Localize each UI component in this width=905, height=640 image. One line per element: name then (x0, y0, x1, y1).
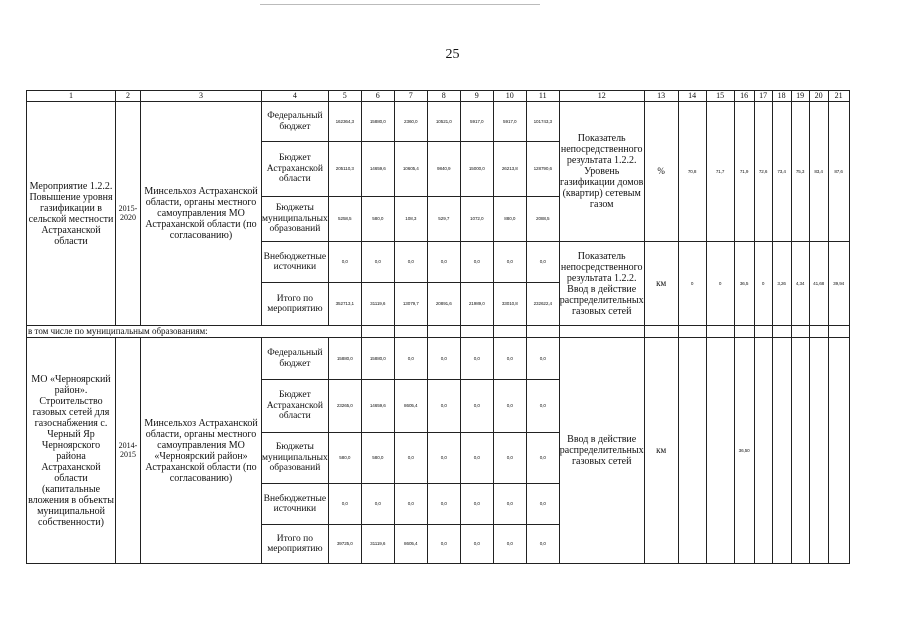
funding-source: Бюджеты муниципальных образований (262, 433, 329, 484)
amount-cell: 15880,0 (361, 102, 394, 142)
amount-cell: 5917,0 (460, 102, 493, 142)
amount-cell: 0,0 (328, 242, 361, 283)
funding-source: Внебюджетные источники (262, 242, 329, 283)
indicator-value: 71,7 (706, 102, 734, 242)
amount-cell: 15000,0 (460, 142, 493, 197)
col-header: 5 (328, 91, 361, 102)
subheader-row (27, 326, 850, 338)
indicator-unit: км (644, 338, 678, 564)
indicator-text: Ввод в действие распределительных газовых сетей (559, 338, 644, 564)
amount-cell: 580,0 (361, 433, 394, 484)
amount-cell: 26213,8 (493, 142, 526, 197)
amount-cell: 23265,0 (328, 380, 361, 433)
indicator-value: 83,4 (809, 102, 828, 242)
col-header: 14 (678, 91, 706, 102)
col-header: 4 (262, 91, 329, 102)
indicator-value: 36,5 (734, 242, 754, 326)
col-header: 15 (706, 91, 734, 102)
indicator-value: 73,4 (772, 102, 791, 242)
col-header: 2 (116, 91, 141, 102)
funding-source: Федеральный бюджет (262, 338, 329, 380)
funding-source: Федеральный бюджет (262, 102, 329, 142)
col-header: 1 (27, 91, 116, 102)
amount-cell: 8605,4 (394, 525, 427, 564)
amount-cell: 0,0 (526, 484, 559, 525)
indicator-value (828, 338, 849, 564)
amount-cell: 0,0 (394, 484, 427, 525)
indicator-text: Показатель непосредственного результата 1.2.2. Ввод в действие распределительных газовых сетей (559, 242, 644, 326)
measure-executor: Минсельхоз Астраханской области, органы местного самоуправления МО Астраханской области (по согласованию) (141, 102, 262, 326)
col-header: 13 (644, 91, 678, 102)
amount-cell: 0,0 (460, 484, 493, 525)
amount-cell: 10521,0 (427, 102, 460, 142)
indicator-value: 41,68 (809, 242, 828, 326)
amount-cell: 13079,7 (394, 283, 427, 326)
amount-cell: 0,0 (526, 242, 559, 283)
amount-cell: 0,0 (460, 242, 493, 283)
amount-cell: 39725,0 (328, 525, 361, 564)
indicator-value: 72,6 (754, 102, 772, 242)
amount-cell: 5258,5 (328, 197, 361, 242)
col-header: 3 (141, 91, 262, 102)
amount-cell: 15880,0 (361, 338, 394, 380)
indicator-value: 0 (678, 242, 706, 326)
funding-source: Бюджеты муниципальных образований (262, 197, 329, 242)
amount-cell: 205110,3 (328, 142, 361, 197)
amount-cell: 580,0 (361, 197, 394, 242)
amount-cell: 0,0 (427, 380, 460, 433)
amount-cell: 0,0 (493, 242, 526, 283)
amount-cell: 15880,0 (328, 338, 361, 380)
amount-cell: 0,0 (460, 338, 493, 380)
amount-cell: 128790,6 (526, 142, 559, 197)
indicator-text: Показатель непосредственного результата 1.2.2. Уровень газификации домов (квартир) сетевым газом (559, 102, 644, 242)
amount-cell: 14659,6 (361, 380, 394, 433)
amount-cell: 20891,6 (427, 283, 460, 326)
amount-cell: 0,0 (427, 433, 460, 484)
funding-source: Бюджет Астраханской области (262, 142, 329, 197)
amount-cell: 0,0 (394, 433, 427, 484)
amount-cell: 0,0 (394, 242, 427, 283)
amount-cell: 0,0 (493, 484, 526, 525)
funding-source: Итого по мероприятию (262, 283, 329, 326)
amount-cell: 0,0 (361, 484, 394, 525)
amount-cell: 21989,0 (460, 283, 493, 326)
measure-executor: Минсельхоз Астраханской области, органы местного самоуправления МО «Черноярский район» Астраханской области (по согласованию) (141, 338, 262, 564)
top-rule (260, 4, 540, 5)
amount-cell: 352713,1 (328, 283, 361, 326)
amount-cell: 0,0 (460, 525, 493, 564)
amount-cell: 2360,0 (394, 102, 427, 142)
amount-cell: 0,0 (493, 338, 526, 380)
amount-cell: 0,0 (493, 433, 526, 484)
amount-cell: 31119,6 (361, 283, 394, 326)
indicator-value: 0 (706, 242, 734, 326)
amount-cell: 14659,6 (361, 142, 394, 197)
amount-cell: 0,0 (427, 525, 460, 564)
indicator-unit: % (644, 102, 678, 242)
amount-cell: 0,0 (493, 380, 526, 433)
indicator-value (772, 338, 791, 564)
amount-cell: 880,0 (493, 197, 526, 242)
indicator-value: 71,9 (734, 102, 754, 242)
amount-cell: 10605,4 (394, 142, 427, 197)
amount-cell: 1072,0 (460, 197, 493, 242)
indicator-value: 75,3 (791, 102, 809, 242)
amount-cell: 101743,3 (526, 102, 559, 142)
amount-cell: 529,7 (427, 197, 460, 242)
table-row (27, 102, 850, 142)
col-header: 19 (791, 91, 809, 102)
amount-cell: 0,0 (427, 242, 460, 283)
indicator-value: 4,34 (791, 242, 809, 326)
amount-cell: 0,0 (361, 242, 394, 283)
indicator-value (678, 338, 706, 564)
amount-cell: 0,0 (427, 338, 460, 380)
funding-source: Итого по мероприятию (262, 525, 329, 564)
funding-source: Бюджет Астраханской области (262, 380, 329, 433)
amount-cell: 5917,0 (493, 102, 526, 142)
col-header: 8 (427, 91, 460, 102)
indicator-value: 87,6 (828, 102, 849, 242)
funding-source: Внебюджетные источники (262, 484, 329, 525)
amount-cell: 0,0 (460, 433, 493, 484)
municipal-subheader: в том числе по муниципальным образованиям: (27, 326, 329, 338)
col-header: 16 (734, 91, 754, 102)
col-header: 21 (828, 91, 849, 102)
indicator-value: 0 (754, 242, 772, 326)
indicator-value: 3,26 (772, 242, 791, 326)
measure-period: 2015-2020 (116, 102, 141, 326)
amount-cell: 0,0 (493, 525, 526, 564)
amount-cell: 0,0 (427, 484, 460, 525)
measure-name: Мероприятие 1.2.2. Повышение уровня газификации в сельской местности Астраханской области (27, 102, 116, 326)
col-header: 12 (559, 91, 644, 102)
amount-cell: 0,0 (328, 484, 361, 525)
measure-name: МО «Черноярский район». Строительство газовых сетей для газоснабжения с. Черный Яр Черноярского района Астраханской области (капитальные вложения в объекты муниципальной собственности) (27, 338, 116, 564)
measure-period: 2014-2015 (116, 338, 141, 564)
indicator-value (706, 338, 734, 564)
col-header: 9 (460, 91, 493, 102)
amount-cell: 0,0 (526, 338, 559, 380)
amount-cell: 9840,9 (427, 142, 460, 197)
indicator-value: 70,8 (678, 102, 706, 242)
amount-cell: 0,0 (526, 380, 559, 433)
indicator-unit: км (644, 242, 678, 326)
indicator-value (754, 338, 772, 564)
indicator-value (809, 338, 828, 564)
table-row (27, 338, 850, 380)
indicator-value: 39,94 (828, 242, 849, 326)
amount-cell: 232622,4 (526, 283, 559, 326)
col-header: 17 (754, 91, 772, 102)
amount-cell: 0,0 (526, 525, 559, 564)
indicator-value: 36,50 (734, 338, 754, 564)
col-header: 10 (493, 91, 526, 102)
amount-cell: 108,3 (394, 197, 427, 242)
col-header: 6 (361, 91, 394, 102)
amount-cell: 2088,5 (526, 197, 559, 242)
program-table (26, 90, 850, 564)
col-header: 20 (809, 91, 828, 102)
amount-cell: 580,0 (328, 433, 361, 484)
amount-cell: 33010,8 (493, 283, 526, 326)
amount-cell: 31119,6 (361, 525, 394, 564)
amount-cell: 162364,3 (328, 102, 361, 142)
col-header: 7 (394, 91, 427, 102)
col-header: 18 (772, 91, 791, 102)
indicator-value (791, 338, 809, 564)
col-header: 11 (526, 91, 559, 102)
amount-cell: 0,0 (460, 380, 493, 433)
column-number-row (27, 91, 850, 102)
amount-cell: 0,0 (526, 433, 559, 484)
page-number: 25 (445, 47, 460, 62)
amount-cell: 0,0 (394, 338, 427, 380)
amount-cell: 8605,4 (394, 380, 427, 433)
